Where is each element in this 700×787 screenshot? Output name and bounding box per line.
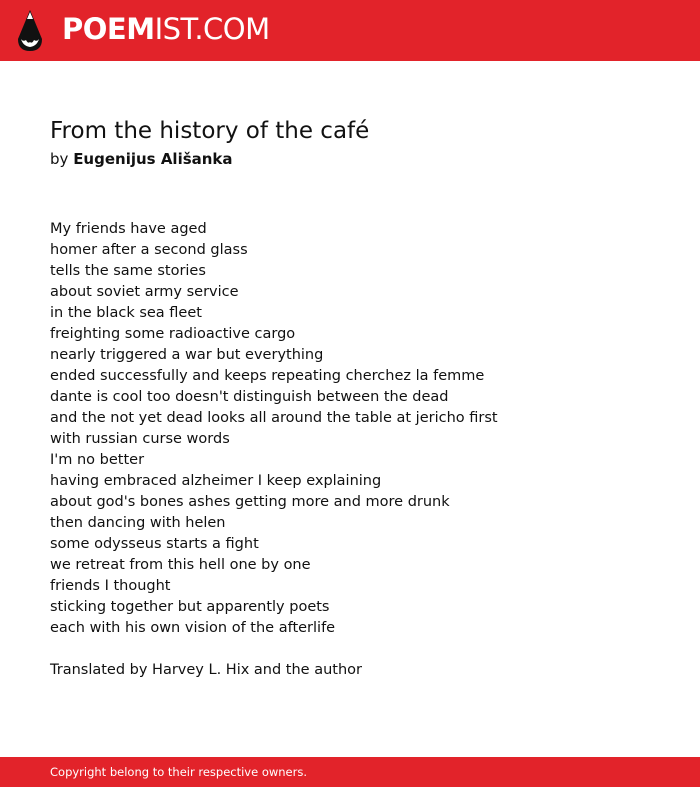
poem-line: having embraced alzheimer I keep explaining	[50, 473, 382, 489]
poem-body	[50, 219, 670, 639]
poem-line: with russian curse words	[50, 431, 230, 447]
footer-bar	[0, 757, 700, 787]
poem-line: each with his own vision of the afterlife	[50, 620, 336, 636]
poem-header	[50, 114, 650, 170]
poem-line: freighting some radioactive cargo	[50, 326, 296, 342]
poem-line: My friends have aged	[50, 221, 207, 237]
poem-line: we retreat from this hell one by one	[50, 557, 311, 573]
poem-line: sticking together but apparently poets	[50, 599, 330, 615]
poem-line: then dancing with helen	[50, 515, 226, 531]
poem-line: I'm no better	[50, 452, 145, 468]
poem-line: tells the same stories	[50, 263, 206, 279]
poem-line: dante is cool too doesn't distinguish between the dead	[50, 389, 449, 405]
poem-title: From the history of the café	[50, 118, 370, 144]
by-label: by	[50, 150, 69, 168]
poem-line: in the black sea fleet	[50, 305, 202, 321]
brand-bold-text: POEM	[62, 12, 155, 46]
poem-line: some odysseus starts a fight	[50, 536, 259, 552]
brand-light-text: IST.COM	[154, 12, 270, 46]
translation-note: Translated by Harvey L. Hix and the author	[50, 662, 362, 678]
poem-line: ended successfully and keeps repeating cherchez la femme	[50, 368, 485, 384]
author-name: Eugenijus Ališanka	[73, 150, 233, 168]
poem-line: about god's bones ashes getting more and more drunk	[50, 494, 450, 510]
copyright-text: Copyright belong to their respective owners.	[50, 765, 308, 779]
pencil-tip-icon[interactable]	[17, 9, 43, 52]
header-bar	[0, 0, 700, 61]
site-logo[interactable]	[62, 12, 270, 48]
byline	[50, 148, 650, 170]
poem-line: homer after a second glass	[50, 242, 248, 258]
poem-line: friends I thought	[50, 578, 171, 594]
poem-line: nearly triggered a war but everything	[50, 347, 324, 363]
poem-line: about soviet army service	[50, 284, 239, 300]
poem-line: and the not yet dead looks all around the table at jericho first	[50, 410, 498, 426]
